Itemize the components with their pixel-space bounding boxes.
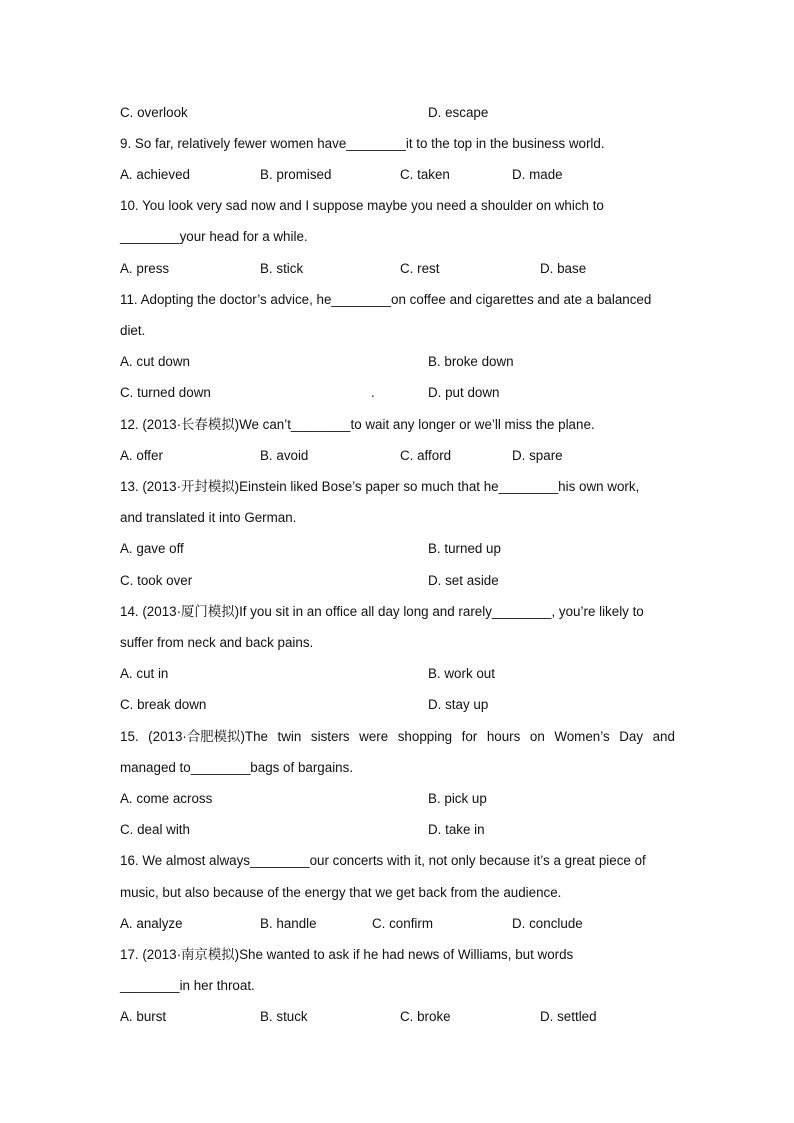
- question-16-line2: music, but also because of the energy that we get back from the audience.: [120, 885, 562, 900]
- option-17c: C. broke: [400, 1009, 451, 1024]
- question-15-word: were: [359, 729, 389, 744]
- option-14d: D. stay up: [428, 697, 489, 712]
- question-15-line1: [120, 729, 675, 745]
- question-10-line1: 10. You look very sad now and I suppose maybe you need a shoulder on which to: [120, 198, 604, 213]
- question-11-line2: diet.: [120, 323, 146, 338]
- stray-mark: .: [371, 385, 375, 400]
- option-9b: B. promised: [260, 167, 332, 182]
- option-10a: A. press: [120, 261, 170, 276]
- question-15-word: sisters: [310, 729, 350, 744]
- question-14-line2: suffer from neck and back pains.: [120, 635, 314, 650]
- option-16c: C. confirm: [372, 916, 434, 931]
- question-17-line1: 17. (2013·南京模拟)She wanted to ask if he had news of Williams, but words: [120, 947, 574, 962]
- option-10d: D. base: [540, 261, 587, 276]
- option-15d: D. take in: [428, 822, 485, 837]
- question-15-word: hours: [486, 729, 521, 744]
- option-11d: D. put down: [428, 385, 500, 400]
- question-15-word: Women’s: [554, 729, 610, 744]
- option-12d: D. spare: [512, 448, 563, 463]
- option-10b: B. stick: [260, 261, 304, 276]
- option-12c: C. afford: [400, 448, 452, 463]
- question-14-line1: 14. (2013·厦门模拟)If you sit in an office all day long and rarely________, you’re likely to: [120, 604, 644, 619]
- option-15c: C. deal with: [120, 822, 190, 837]
- option-17b: B. stuck: [260, 1009, 308, 1024]
- option-13c: C. took over: [120, 573, 193, 588]
- option-9d: D. made: [512, 167, 563, 182]
- question-16-line1: 16. We almost always________our concerts with it, not only because it’s a great piece of: [120, 853, 646, 868]
- question-15-word: and: [652, 729, 675, 744]
- option-10c: C. rest: [400, 261, 440, 276]
- option-11b: B. broke down: [428, 354, 514, 369]
- option-13d: D. set aside: [428, 573, 499, 588]
- question-10-line2: ________your head for a while.: [120, 229, 308, 244]
- question-15-word: for: [461, 729, 478, 744]
- question-9: 9. So far, relatively fewer women have________it to the top in the business world.: [120, 136, 605, 151]
- option-11a: A. cut down: [120, 354, 190, 369]
- question-15-word: Day: [619, 729, 644, 744]
- question-15-word: on: [529, 729, 545, 744]
- option-8c: C. overlook: [120, 105, 188, 120]
- option-12b: B. avoid: [260, 448, 309, 463]
- question-13-line1: 13. (2013·开封模拟)Einstein liked Bose’s paper so much that he________his own work,: [120, 479, 640, 494]
- option-9a: A. achieved: [120, 167, 190, 182]
- question-11-line1: 11. Adopting the doctor’s advice, he________on coffee and cigarettes and ate a balanced: [120, 292, 652, 307]
- question-15-word: shopping: [397, 729, 453, 744]
- option-14c: C. break down: [120, 697, 207, 712]
- option-16d: D. conclude: [512, 916, 583, 931]
- question-15-line2: managed to________bags of bargains.: [120, 760, 354, 775]
- option-16b: B. handle: [260, 916, 317, 931]
- question-15-word: twin: [277, 729, 302, 744]
- question-12: 12. (2013·长春模拟)We can’t________to wait any longer or we’ll miss the plane.: [120, 417, 595, 432]
- option-17a: A. burst: [120, 1009, 167, 1024]
- option-16a: A. analyze: [120, 916, 183, 931]
- question-17-line2: ________in her throat.: [120, 978, 255, 993]
- option-12a: A. offer: [120, 448, 163, 463]
- option-15b: B. pick up: [428, 791, 487, 806]
- question-15-word: 15.: [120, 729, 139, 744]
- option-11c: C. turned down: [120, 385, 211, 400]
- question-15-word: (2013·合肥模拟)The: [148, 729, 268, 744]
- option-8d: D. escape: [428, 105, 489, 120]
- option-15a: A. come across: [120, 791, 213, 806]
- option-9c: C. taken: [400, 167, 450, 182]
- option-14a: A. cut in: [120, 666, 169, 681]
- option-13a: A. gave off: [120, 541, 184, 556]
- option-14b: B. work out: [428, 666, 495, 681]
- option-13b: B. turned up: [428, 541, 501, 556]
- option-17d: D. settled: [540, 1009, 597, 1024]
- question-13-line2: and translated it into German.: [120, 510, 297, 525]
